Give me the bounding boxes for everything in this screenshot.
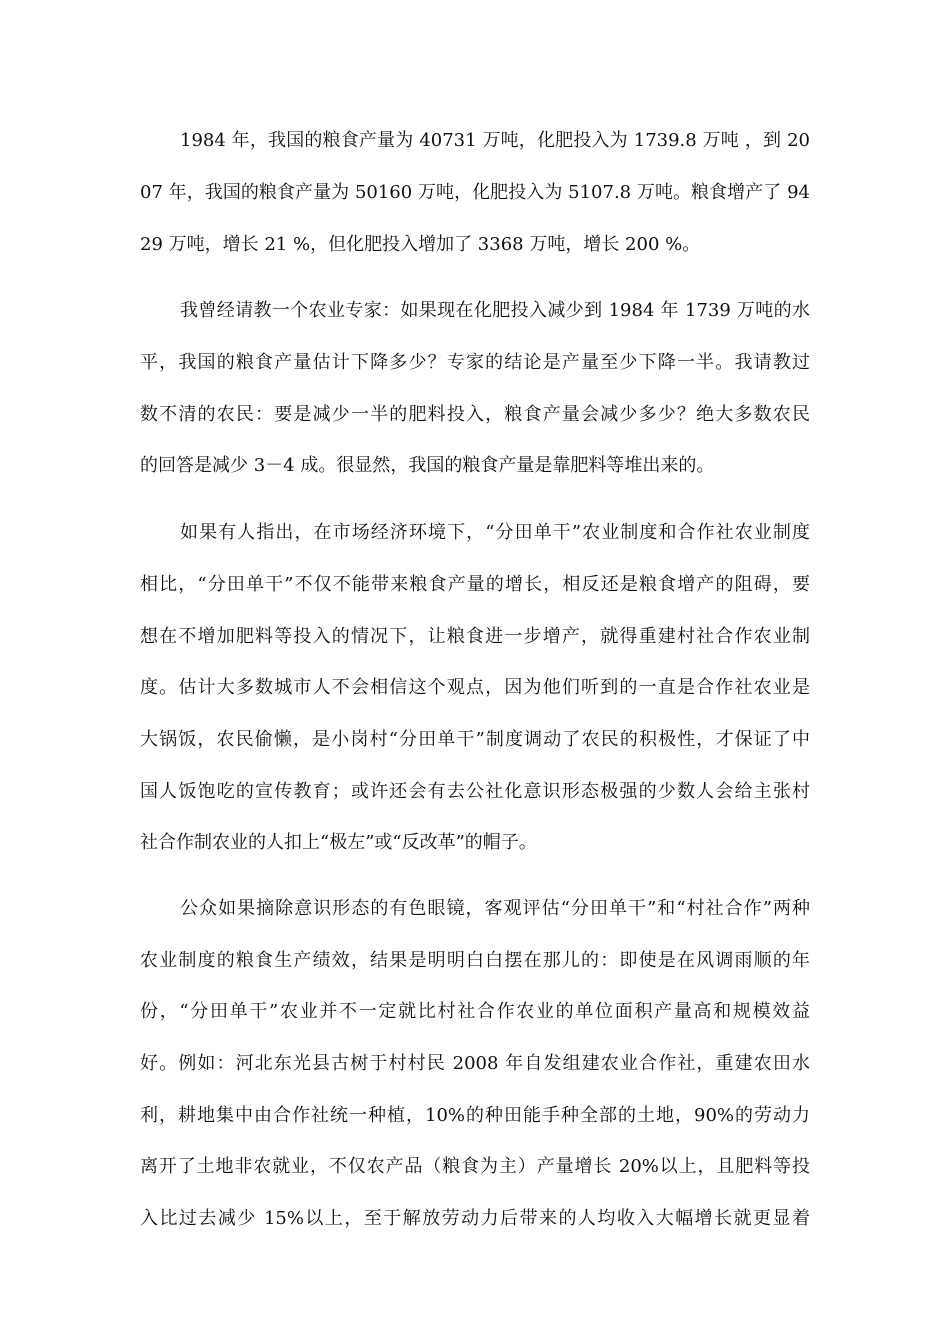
paragraph-line: 度。估计大多数城市人不会相信这个观点，因为他们听到的一直是合作社农业是 bbox=[140, 677, 810, 698]
paragraph-line: 国人饭饱吃的宣传教育；或许还会有去公社化意识形态极强的少数人会给主张村 bbox=[140, 781, 810, 802]
paragraph-line: 入比过去减少 15%以上，至于解放劳动力后带来的人均收入大幅增长就更显着 bbox=[140, 1208, 810, 1229]
paragraph-line: 份，“分田单干”农业并不一定就比村社合作农业的单位面积产量高和规模效益 bbox=[140, 1001, 810, 1022]
paragraph-line: 如果有人指出，在市场经济环境下，“分田单干”农业制度和合作社农业制度 bbox=[180, 522, 810, 543]
paragraph-line: 07 年，我国的粮食产量为 50160 万吨，化肥投入为 5107.8 万吨。粮食增产了 94 bbox=[140, 182, 810, 203]
paragraph-line: 公众如果摘除意识形态的有色眼镜，客观评估“分田单干”和“村社合作”两种 bbox=[180, 898, 810, 919]
paragraph-line: 相比，“分田单干”不仅不能带来粮食产量的增长，相反还是粮食增产的阻碍，要 bbox=[140, 574, 810, 595]
paragraph-line: 好。例如：河北东光县古树于村村民 2008 年自发组建农业合作社，重建农田水 bbox=[140, 1053, 810, 1074]
paragraph-line: 社合作制农业的人扣上“极左”或“反改革”的帽子。 bbox=[140, 832, 537, 853]
paragraph-line: 离开了土地非农就业，不仅农产品（粮食为主）产量增长 20%以上，且肥料等投 bbox=[140, 1156, 810, 1177]
paragraph-line: 大锅饭，农民偷懒，是小岗村“分田单干”制度调动了农民的积极性，才保证了中 bbox=[140, 729, 810, 750]
paragraph-line: 农业制度的粮食生产绩效，结果是明明白白摆在那儿的：即使是在风调雨顺的年 bbox=[140, 950, 810, 971]
paragraph-line: 利，耕地集中由合作社统一种植，10%的种田能手种全部的土地，90%的劳动力 bbox=[140, 1105, 810, 1126]
paragraph-line: 1984 年，我国的粮食产量为 40731 万吨，化肥投入为 1739.8 万吨 ，到 20 bbox=[180, 130, 810, 151]
paragraph-line: 我曾经请教一个农业专家：如果现在化肥投入减少到 1984 年 1739 万吨的水 bbox=[180, 300, 810, 321]
paragraph-line: 的回答是减少 3－4 成。很显然，我国的粮食产量是靠肥料等堆出来的。 bbox=[140, 455, 715, 476]
paragraph-line: 数不清的农民：要是减少一半的肥料投入，粮食产量会减少多少？绝大多数农民 bbox=[140, 404, 810, 425]
paragraph-line: 想在不增加肥料等投入的情况下，让粮食进一步增产，就得重建村社合作农业制 bbox=[140, 626, 810, 647]
paragraph-line: 29 万吨，增长 21 %，但化肥投入增加了 3368 万吨，增长 200 %。 bbox=[140, 234, 701, 255]
paragraph-line: 平，我国的粮食产量估计下降多少？专家的结论是产量至少下降一半。我请教过 bbox=[140, 352, 810, 373]
